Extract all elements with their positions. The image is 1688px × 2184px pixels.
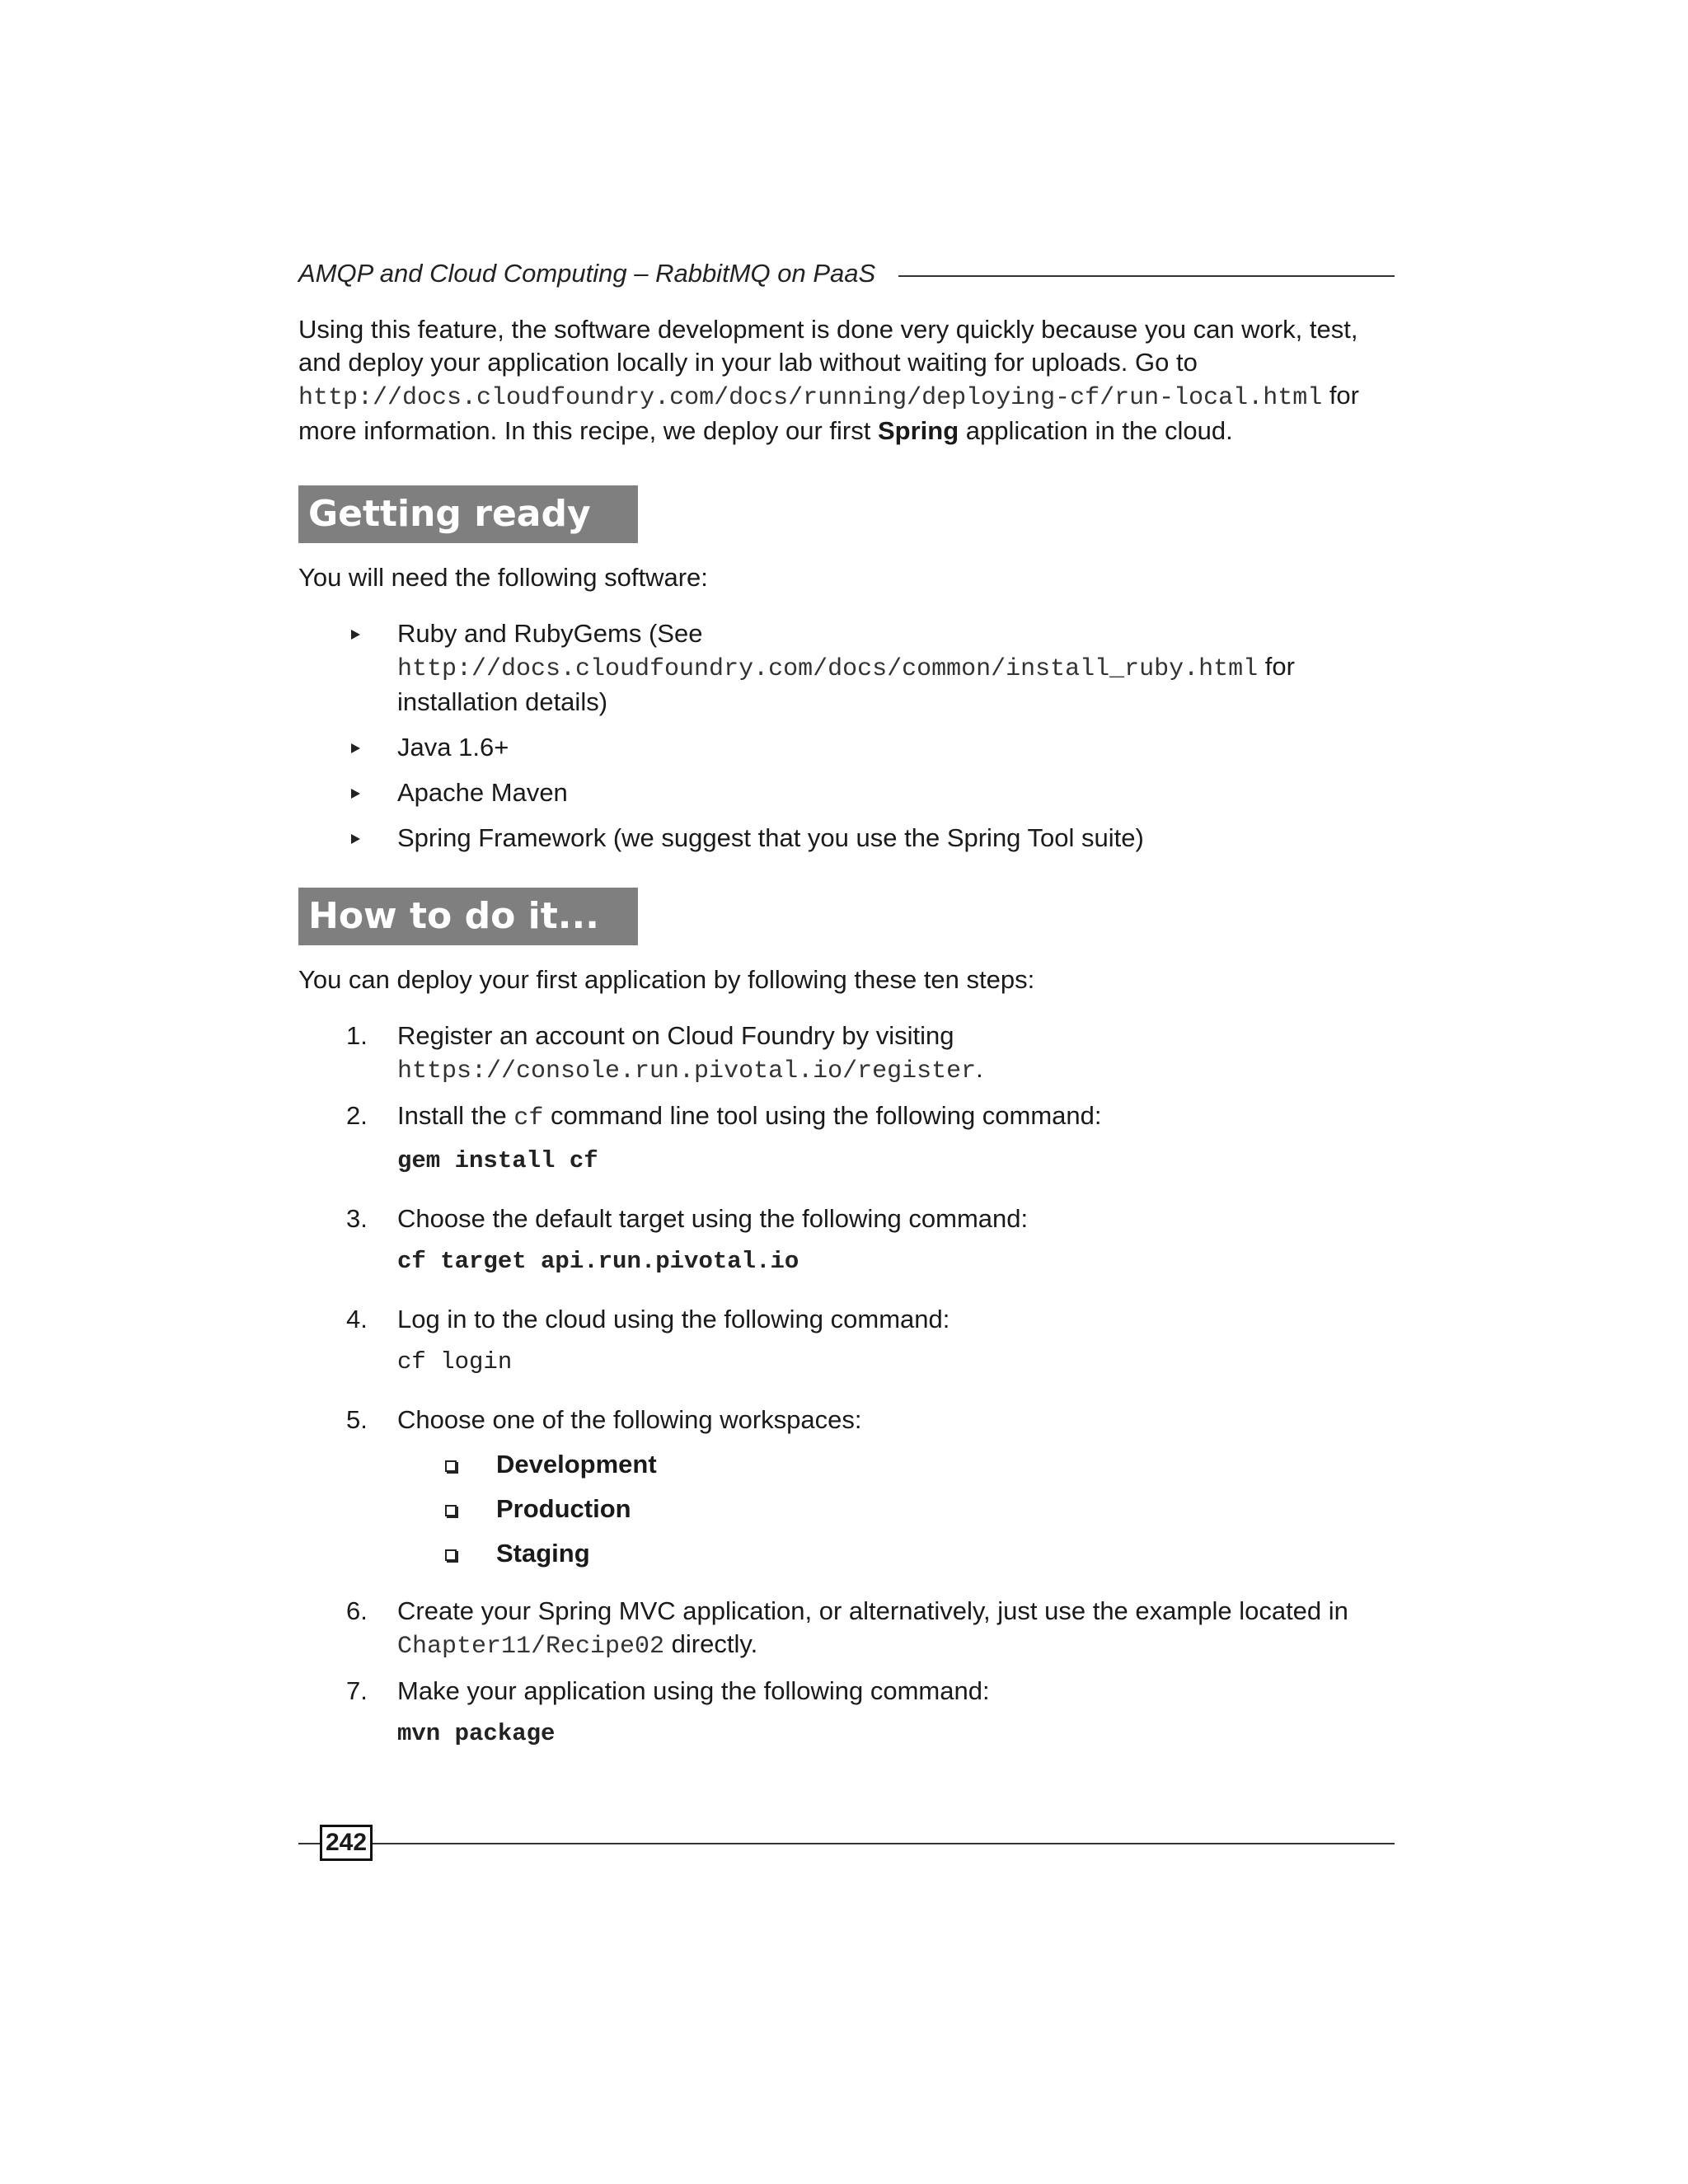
intro-text-2: for more information. In this recipe, we deploy our first [298,381,1359,445]
step-item [298,1675,1395,1750]
step-text: Choose one of the following workspaces: [397,1405,862,1434]
step-number: 2. [346,1101,368,1130]
spring-bold: Spring [877,416,959,445]
intro-text-1: Using this feature, the software development is done very quickly because you can work, test, and deploy your application locally in your lab without waiting for uploads. Go to [298,315,1358,377]
step-number: 1. [346,1021,368,1050]
step-item [298,1404,1395,1570]
steps-list [298,1019,1395,1750]
step-text: Make your application using the following command: [397,1676,990,1705]
inline-code: Chapter11/Recipe02 [397,1633,665,1661]
page-number: 242 [320,1825,373,1861]
how-to-lead: You can deploy your first application by following these ten steps: [298,965,1035,994]
install-ruby-url: http://docs.cloudfoundry.com/docs/common/install_ruby.html [397,655,1259,683]
step-item [298,1595,1395,1663]
page-footer [298,1825,1395,1861]
step-number: 4. [346,1305,368,1333]
list-item [298,617,1395,719]
step-item [298,1019,1395,1088]
ruby-text-1: Ruby and RubyGems (See [397,619,703,648]
list-item: Java 1.6+ [298,731,1395,764]
list-item: Apache Maven [298,776,1395,809]
command-block: cf target api.run.pivotal.io [397,1248,799,1275]
workspace-list [397,1448,1395,1570]
header-rule [898,275,1395,277]
command-block: gem install cf [397,1147,598,1174]
intro-text-3: application in the cloud. [959,416,1233,445]
step-text: . [976,1054,983,1083]
inline-code: cf [513,1104,544,1132]
step-number: 7. [346,1676,368,1705]
software-list [298,617,1395,855]
workspace-option: Staging [397,1537,1395,1570]
step-item [298,1099,1395,1178]
step-item [298,1303,1395,1379]
step-number: 5. [346,1405,368,1434]
step-text: Register an account on Cloud Foundry by visiting [397,1021,954,1050]
ruby-text-2: for installation details) [397,652,1295,716]
step-text: Log in to the cloud using the following command: [397,1305,950,1333]
register-url: https://console.run.pivotal.io/register [397,1057,977,1085]
running-header [298,259,1395,288]
workspace-option: Development [397,1448,1395,1481]
step-text: command line tool using the following command: [543,1101,1102,1130]
getting-ready-heading: Getting ready [298,485,638,543]
getting-ready-lead: You will need the following software: [298,563,708,592]
footer-rule [298,1843,1395,1844]
page-content [298,313,1395,1775]
list-item: Spring Framework (we suggest that you use the Spring Tool suite) [298,822,1395,855]
step-text: Create your Spring MVC application, or alternatively, just use the example located in [397,1596,1348,1625]
step-number: 6. [346,1596,368,1625]
command-block: mvn package [397,1720,556,1747]
step-text: Choose the default target using the following command: [397,1204,1029,1233]
running-title: AMQP and Cloud Computing – RabbitMQ on PaaS [298,259,876,288]
how-to-heading: How to do it... [298,888,638,945]
intro-paragraph [298,313,1395,448]
command-block: cf login [397,1348,513,1376]
step-text: Install the [397,1101,514,1130]
run-local-url: http://docs.cloudfoundry.com/docs/running/deploying-cf/run-local.html [298,384,1323,412]
step-item [298,1202,1395,1278]
workspace-option: Production [397,1493,1395,1526]
step-number: 3. [346,1204,368,1233]
step-text: directly. [664,1629,758,1658]
